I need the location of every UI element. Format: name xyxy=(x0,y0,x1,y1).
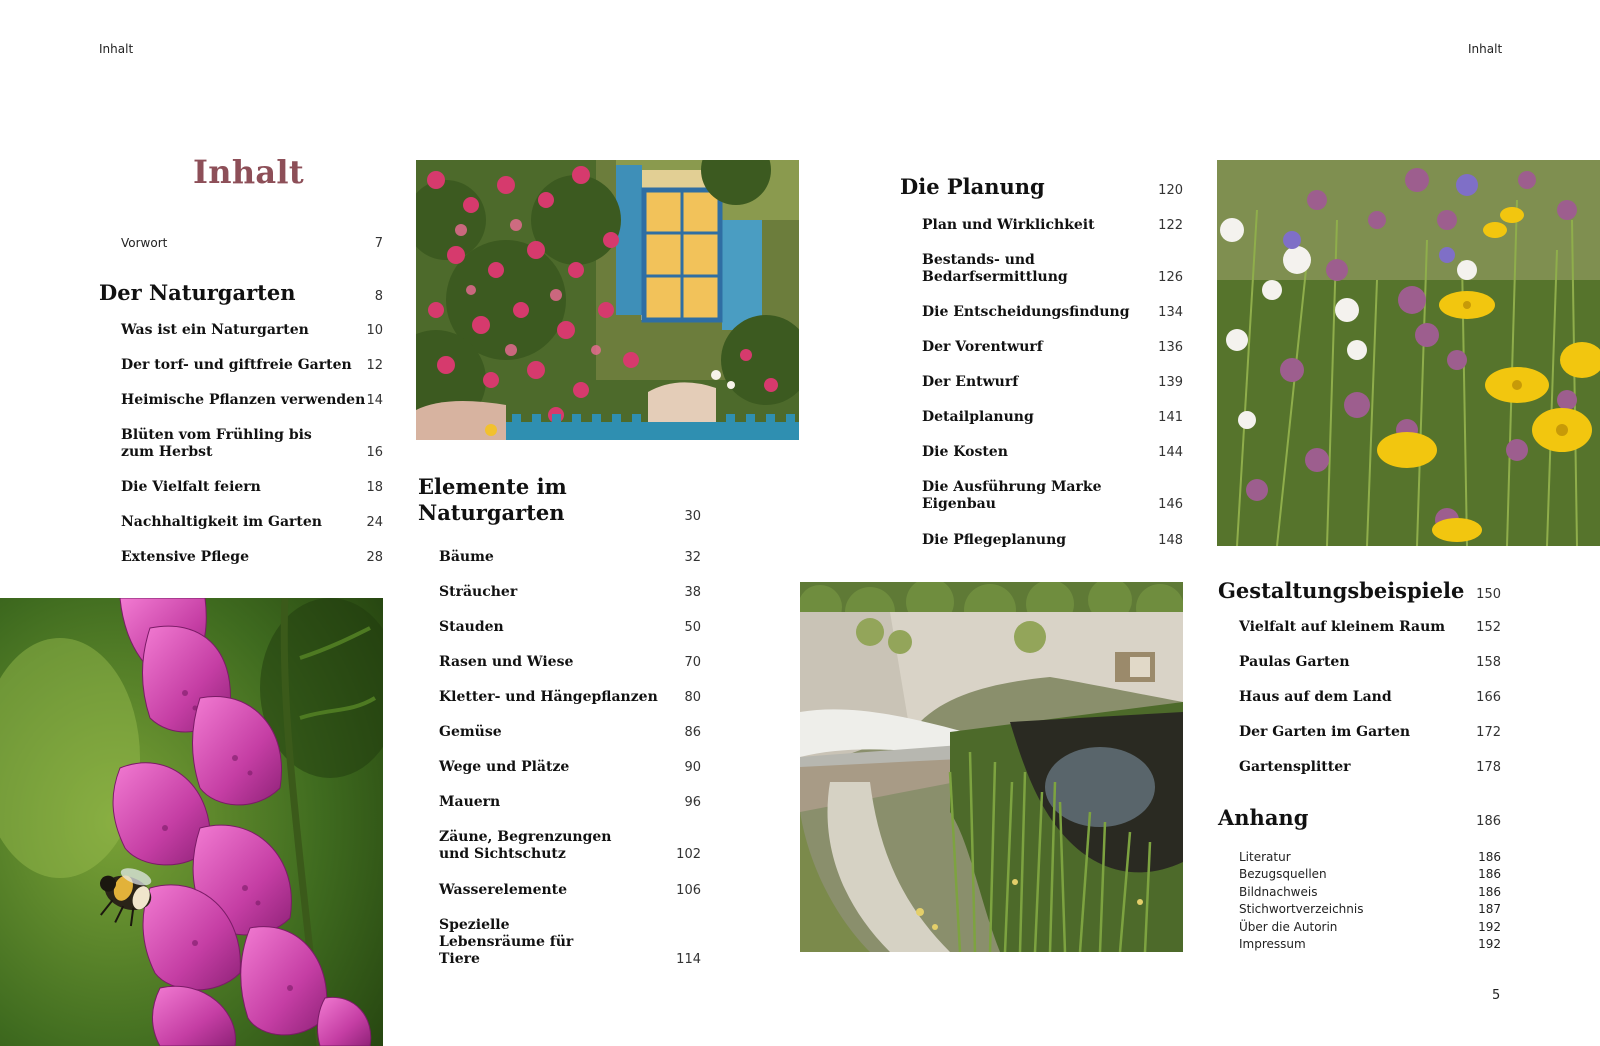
toc-entry[interactable] xyxy=(439,654,701,671)
toc-entry-label: Mauern xyxy=(439,794,501,810)
toc-entry[interactable] xyxy=(121,322,383,339)
toc-entry-label: Haus auf dem Land xyxy=(1239,689,1392,705)
toc-entry-page: 50 xyxy=(684,620,701,635)
toc-section-title: Die Planung xyxy=(900,174,1045,199)
toc-entry-page: 80 xyxy=(684,690,701,705)
toc-entry[interactable] xyxy=(439,549,701,566)
toc-entry[interactable] xyxy=(1239,689,1501,706)
toc-entry-label: Sträucher xyxy=(439,584,518,600)
toc-entry[interactable] xyxy=(439,689,701,706)
toc-entry-page: 187 xyxy=(1478,902,1501,916)
photo-foxglove-bee xyxy=(0,598,383,1046)
toc-entry[interactable] xyxy=(1239,759,1501,776)
toc-entry-page: 144 xyxy=(1158,445,1183,460)
toc-entry-label: Die Kosten xyxy=(922,444,1008,460)
toc-entry-label: Stauden xyxy=(439,619,504,635)
toc-entry[interactable] xyxy=(922,479,1183,513)
toc-entry-page: 32 xyxy=(684,550,701,565)
toc-entry-page: 102 xyxy=(676,847,701,862)
toc-entry-page: 7 xyxy=(374,236,383,251)
toc-entry-page: 146 xyxy=(1158,497,1183,512)
toc-entry-label: Was ist ein Naturgarten xyxy=(121,322,309,338)
toc-entry-label: Plan und Wirklichkeit xyxy=(922,217,1095,233)
toc-entry[interactable] xyxy=(922,252,1183,286)
toc-entry[interactable] xyxy=(121,357,383,374)
toc-entry-page: 90 xyxy=(684,760,701,775)
toc-entry-page: 126 xyxy=(1158,270,1183,285)
toc-entry-label: Bildnachweis xyxy=(1239,885,1318,899)
toc-section-elemente[interactable] xyxy=(418,474,701,526)
toc-section-page: 150 xyxy=(1476,587,1501,602)
toc-section-anhang[interactable] xyxy=(1218,805,1501,831)
page-title: Inhalt xyxy=(193,153,304,191)
toc-entry-label: Bäume xyxy=(439,549,494,565)
toc-entry-page: 114 xyxy=(676,952,701,967)
toc-entry-label: Vielfalt auf kleinem Raum xyxy=(1239,619,1446,635)
toc-entry-page: 136 xyxy=(1158,340,1183,355)
toc-entry[interactable] xyxy=(922,532,1183,549)
toc-entry-page: 38 xyxy=(684,585,701,600)
toc-entry-label: Die Entscheidungsfindung xyxy=(922,304,1130,320)
toc-entry-page: 172 xyxy=(1476,725,1501,740)
toc-section-planung[interactable] xyxy=(900,174,1183,200)
toc-entry-label: Gemüse xyxy=(439,724,502,740)
toc-section-title: Elemente im Naturgarten xyxy=(418,474,567,525)
toc-section-page: 8 xyxy=(374,289,383,304)
photo-wildflower-meadow xyxy=(1217,160,1600,546)
toc-entry[interactable] xyxy=(121,514,383,531)
toc-entry-page: 96 xyxy=(684,795,701,810)
toc-entry[interactable] xyxy=(439,619,701,636)
toc-entry[interactable] xyxy=(439,584,701,601)
toc-entry-page: 70 xyxy=(684,655,701,670)
toc-entry-page: 24 xyxy=(366,515,383,530)
toc-entry-label: Heimische Pflanzen verwenden xyxy=(121,392,366,408)
toc-appendix-entry[interactable] xyxy=(1239,936,1501,953)
toc-entry[interactable] xyxy=(1239,654,1501,671)
running-head-left: Inhalt xyxy=(99,42,134,56)
toc-entry-page: 134 xyxy=(1158,305,1183,320)
toc-entry-label: Wasserelemente xyxy=(439,882,568,898)
toc-entry-label: Die Ausführung Marke Eigenbau xyxy=(922,479,1102,512)
toc-appendix-entry[interactable] xyxy=(1239,901,1501,918)
toc-entry[interactable] xyxy=(439,829,701,863)
toc-entry-label: Blüten vom Frühling bis zum Herbst xyxy=(121,427,312,460)
toc-entry-page: 186 xyxy=(1478,885,1501,899)
toc-entry-page: 12 xyxy=(366,358,383,373)
toc-entry-page: 152 xyxy=(1476,620,1501,635)
toc-entry-page: 28 xyxy=(366,550,383,565)
toc-entry-page: 178 xyxy=(1476,760,1501,775)
toc-entry-label: Rasen und Wiese xyxy=(439,654,574,670)
toc-appendix-entry[interactable] xyxy=(1239,884,1501,901)
toc-entry-label: Detailplanung xyxy=(922,409,1034,425)
toc-entry-label: Nachhaltigkeit im Garten xyxy=(121,514,322,530)
toc-entry[interactable] xyxy=(121,427,383,461)
toc-entry[interactable] xyxy=(439,917,701,968)
toc-entry-page: 158 xyxy=(1476,655,1501,670)
toc-section-page: 30 xyxy=(684,509,701,524)
toc-entry-label: Literatur xyxy=(1239,850,1291,864)
toc-entry-label: Der torf- und giftfreie Garten xyxy=(121,357,352,373)
toc-section-title: Anhang xyxy=(1218,805,1309,830)
toc-entry-label: Zäune, Begrenzungen und Sichtschutz xyxy=(439,829,612,862)
toc-appendix-entry[interactable] xyxy=(1239,849,1501,866)
toc-entry-vorwort[interactable] xyxy=(121,235,383,252)
photo-roses-window xyxy=(416,160,799,440)
toc-entry-label: Kletter- und Hängepflanzen xyxy=(439,689,658,705)
toc-entry-label: Extensive Pflege xyxy=(121,549,249,565)
toc-entry-label: Über die Autorin xyxy=(1239,920,1338,934)
toc-entry-label: Der Garten im Garten xyxy=(1239,724,1411,740)
toc-section-page: 120 xyxy=(1158,183,1183,198)
toc-entry[interactable] xyxy=(121,479,383,496)
toc-entry[interactable] xyxy=(922,304,1183,321)
toc-entry[interactable] xyxy=(922,444,1183,461)
toc-section-page: 186 xyxy=(1476,814,1501,829)
toc-entry[interactable] xyxy=(922,409,1183,426)
toc-entry-page: 139 xyxy=(1158,375,1183,390)
running-head-right: Inhalt xyxy=(1468,42,1503,56)
toc-section-title: Gestaltungsbeispiele xyxy=(1218,578,1465,603)
toc-entry-label: Stichwortverzeichnis xyxy=(1239,902,1364,916)
toc-section-gestaltung[interactable] xyxy=(1218,578,1501,604)
toc-entry-label: Die Pflegeplanung xyxy=(922,532,1067,548)
toc-appendix-entry[interactable] xyxy=(1239,866,1501,883)
toc-entry-page: 186 xyxy=(1478,850,1501,864)
toc-entry-label: Vorwort xyxy=(121,236,168,250)
photo-garden-pond xyxy=(800,582,1183,952)
page-number: 5 xyxy=(1492,988,1501,1003)
toc-entry[interactable] xyxy=(121,549,383,566)
toc-entry-page: 18 xyxy=(366,480,383,495)
toc-entry-page: 141 xyxy=(1158,410,1183,425)
toc-entry[interactable] xyxy=(439,724,701,741)
toc-entry[interactable] xyxy=(439,882,701,899)
toc-entry[interactable] xyxy=(922,217,1183,234)
toc-entry-label: Bezugsquellen xyxy=(1239,867,1327,881)
toc-entry-page: 192 xyxy=(1478,937,1501,951)
toc-entry[interactable] xyxy=(439,794,701,811)
toc-entry[interactable] xyxy=(439,759,701,776)
toc-entry-label: Impressum xyxy=(1239,937,1306,951)
toc-entry-label: Der Entwurf xyxy=(922,374,1019,390)
toc-entry-page: 16 xyxy=(366,445,383,460)
toc-entry-label: Bestands- und Bedarfsermittlung xyxy=(922,252,1068,285)
toc-entry-page: 192 xyxy=(1478,920,1501,934)
toc-appendix-entry[interactable] xyxy=(1239,919,1501,936)
toc-entry[interactable] xyxy=(922,374,1183,391)
toc-entry[interactable] xyxy=(922,339,1183,356)
toc-entry-label: Wege und Plätze xyxy=(439,759,570,775)
toc-entry-label: Gartensplitter xyxy=(1239,759,1351,775)
toc-entry-label: Paulas Garten xyxy=(1239,654,1350,670)
toc-section-title: Der Naturgarten xyxy=(99,280,296,305)
toc-entry-label: Die Vielfalt feiern xyxy=(121,479,261,495)
toc-entry[interactable] xyxy=(1239,619,1501,636)
toc-entry-page: 122 xyxy=(1158,218,1183,233)
toc-section-naturgarten[interactable] xyxy=(99,280,383,306)
toc-entry-page: 148 xyxy=(1158,533,1183,548)
toc-entry-page: 14 xyxy=(366,393,383,408)
toc-entry-page: 10 xyxy=(366,323,383,338)
toc-entry[interactable] xyxy=(1239,724,1501,741)
toc-entry[interactable] xyxy=(121,392,383,409)
toc-entry-label: Spezielle Lebensräume für Tiere xyxy=(439,917,574,967)
toc-entry-page: 86 xyxy=(684,725,701,740)
toc-entry-page: 166 xyxy=(1476,690,1501,705)
toc-entry-page: 106 xyxy=(676,883,701,898)
toc-entry-page: 186 xyxy=(1478,867,1501,881)
toc-entry-label: Der Vorentwurf xyxy=(922,339,1043,355)
